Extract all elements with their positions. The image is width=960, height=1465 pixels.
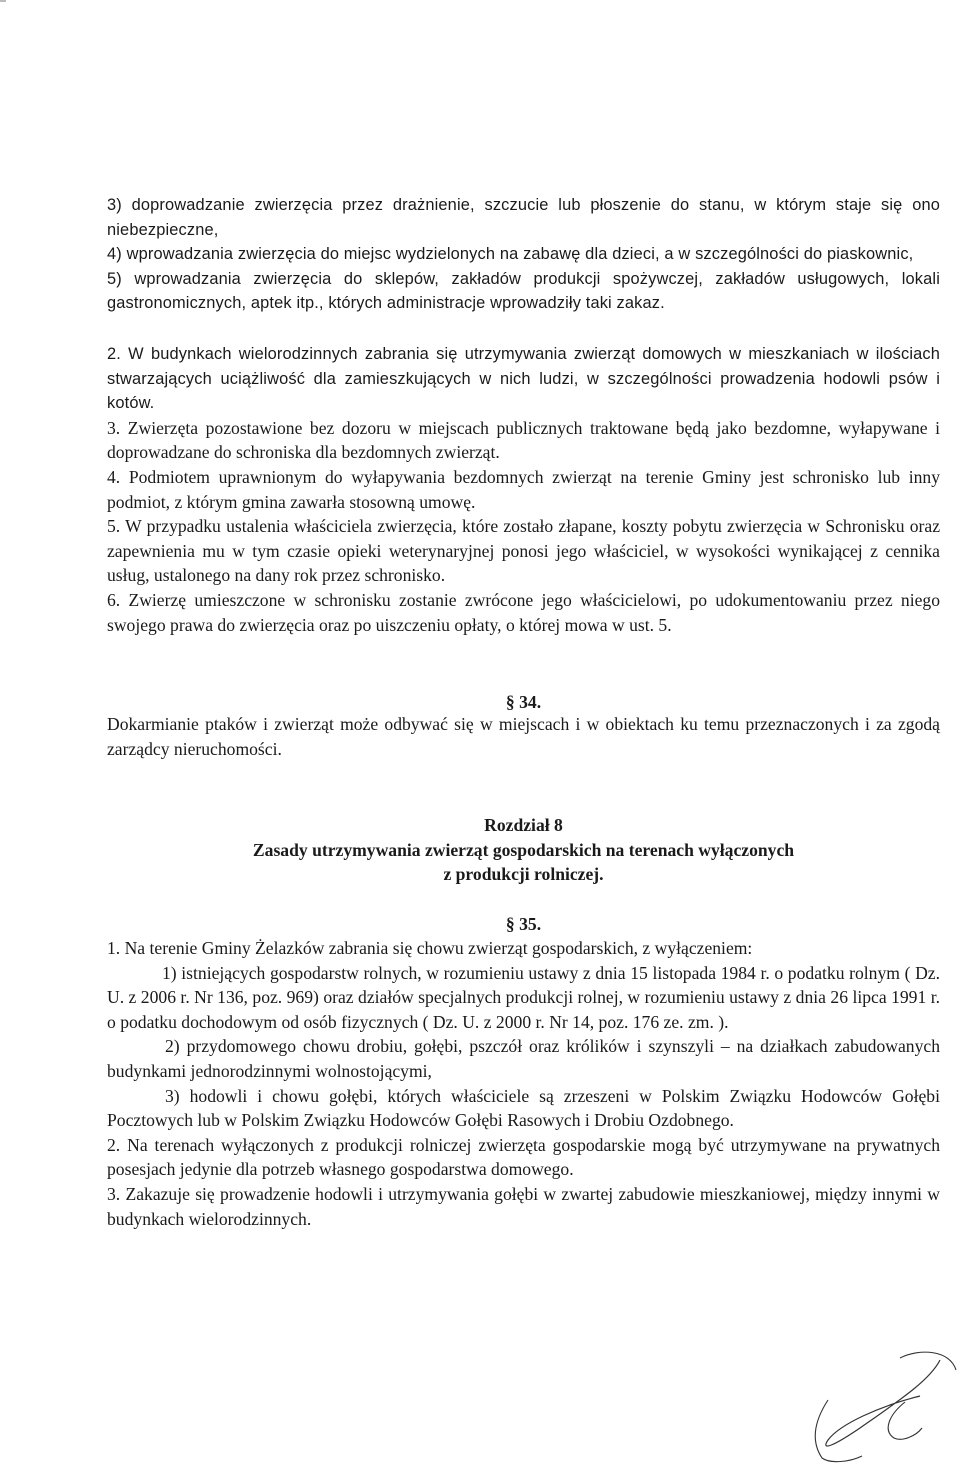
chapter-subtitle-line1: Zasady utrzymywania zwierząt gospodarskich na terenach wyłączonych: [252, 840, 795, 860]
prohibitions-list: [107, 193, 940, 316]
section-35-point-1-item-2: 2) przydomowego chowu drobiu, gołębi, pszczół oraz królików i szynszyli – na działkach zabudowanych budynkami jednorodzinnymi wolnostojącymi,: [107, 1036, 940, 1081]
chapter-subtitle-line2: z produkcji rolniczej.: [443, 864, 604, 884]
section-34-heading: § 34.: [505, 692, 542, 712]
point-2: 2. W budynkach wielorodzinnych zabrania się utrzymywania zwierząt domowych w mieszkaniach w ilościach stwarzających uciążliwość dla zamieszkujących w nich ludzi, w szczególności prowadzenia hodowli psów i kotów.: [107, 345, 940, 413]
chapter-title: Rozdział 8: [484, 815, 563, 835]
signature-mark: [790, 1340, 960, 1465]
section-35-point-3: 3. Zakazuje się prowadzenie hodowli i utrzymywania gołębi w zwartej zabudowie mieszkaniowej, między innymi w budynkach wielorodzinnych.: [107, 1183, 940, 1229]
section-35-heading: § 35.: [505, 914, 542, 934]
section-34-text: Dokarmianie ptaków i zwierząt może odbywać się w miejscach i w obiektach ku temu przeznaczonych i za zgodą zarządcy nieruchomości.: [107, 714, 940, 759]
point-5: 5. W przypadku ustalenia właściciela zwierzęcia, które zostało złapane, koszty pobytu zwierzęcia w Schronisku oraz zapewnienia mu w tym czasie opieki weterynaryjnej ponosi jego właściciel, w wysokości wynikającej z cennika usług, ustalonego na dany rok przez schronisko.: [107, 516, 940, 586]
numbered-points: [107, 342, 940, 637]
list-item-4: 4) wprowadzania zwierzęcia do miejsc wydzielonych na zabawę dla dzieci, a w szczególności do piaskownic,: [107, 245, 914, 264]
section-35-point-2: 2. Na terenach wyłączonych z produkcji rolniczej zwierzęta gospodarskie mogą być utrzymywane na prywatnych posesjach jedynie dla potrzeb własnego gospodarstwa domowego.: [107, 1134, 940, 1180]
section-35-point-1-item-3: 3) hodowli i chowu gołębi, których właściciele są zrzeszeni w Polskim Związku Hodowców Gołębi Pocztowych lub w Polskim Związku Hodowców Gołębi Rasowych i Drobiu Ozdobnego.: [107, 1085, 940, 1131]
section-35-point-1-item-1: 1) istniejących gospodarstw rolnych, w rozumieniu ustawy z dnia 15 listopada 1984 r. o podatku rolnym ( Dz. U. z 2006 r. Nr 136, poz. 969) oraz działów specjalnych produkcji rolnej, w rozumieniu ustawy z dnia 26 lipca 1991 r. o podatku dochodowym od osób fizycznych ( Dz. U. z 2000 r. Nr 14, poz. 176 ze. zm. ).: [107, 962, 940, 1032]
list-item-5: 5) wprowadzania zwierzęcia do sklepów, zakładów produkcji spożywczej, zakładów usługowych, lokali gastronomicznych, aptek itp., których administracje wprowadziły taki zakaz.: [107, 269, 940, 313]
point-6: 6. Zwierzę umieszczone w schronisku zostanie zwrócone jego właścicielowi, po udokumentowaniu przez niego swojego prawa do zwierzęcia oraz po uiszczeniu opłaty, o której mowa w ust. 5.: [107, 589, 940, 635]
point-4: 4. Podmiotem uprawnionym do wyłapywania bezdomnych zwierząt na terenie Gminy jest schronisko lub inny podmiot, z którym gmina zawarła stosowną umowę.: [107, 466, 940, 512]
section-35-body: [107, 936, 940, 1231]
point-3: 3. Zwierzęta pozostawione bez dozoru w miejscach publicznych traktowane będą jako bezdomne, wyłapywane i doprowadzane do schroniska dla bezdomnych zwierząt.: [107, 417, 940, 463]
list-item-3: 3) doprowadzanie zwierzęcia przez drażnienie, szczucie lub płoszenie do stanu, w którym staje się ono niebezpieczne,: [107, 196, 940, 239]
section-35-point-1: 1. Na terenie Gminy Żelazków zabrania się chowu zwierząt gospodarskich, z wyłączeniem:: [107, 938, 753, 958]
scan-mark: [0, 0, 6, 2]
